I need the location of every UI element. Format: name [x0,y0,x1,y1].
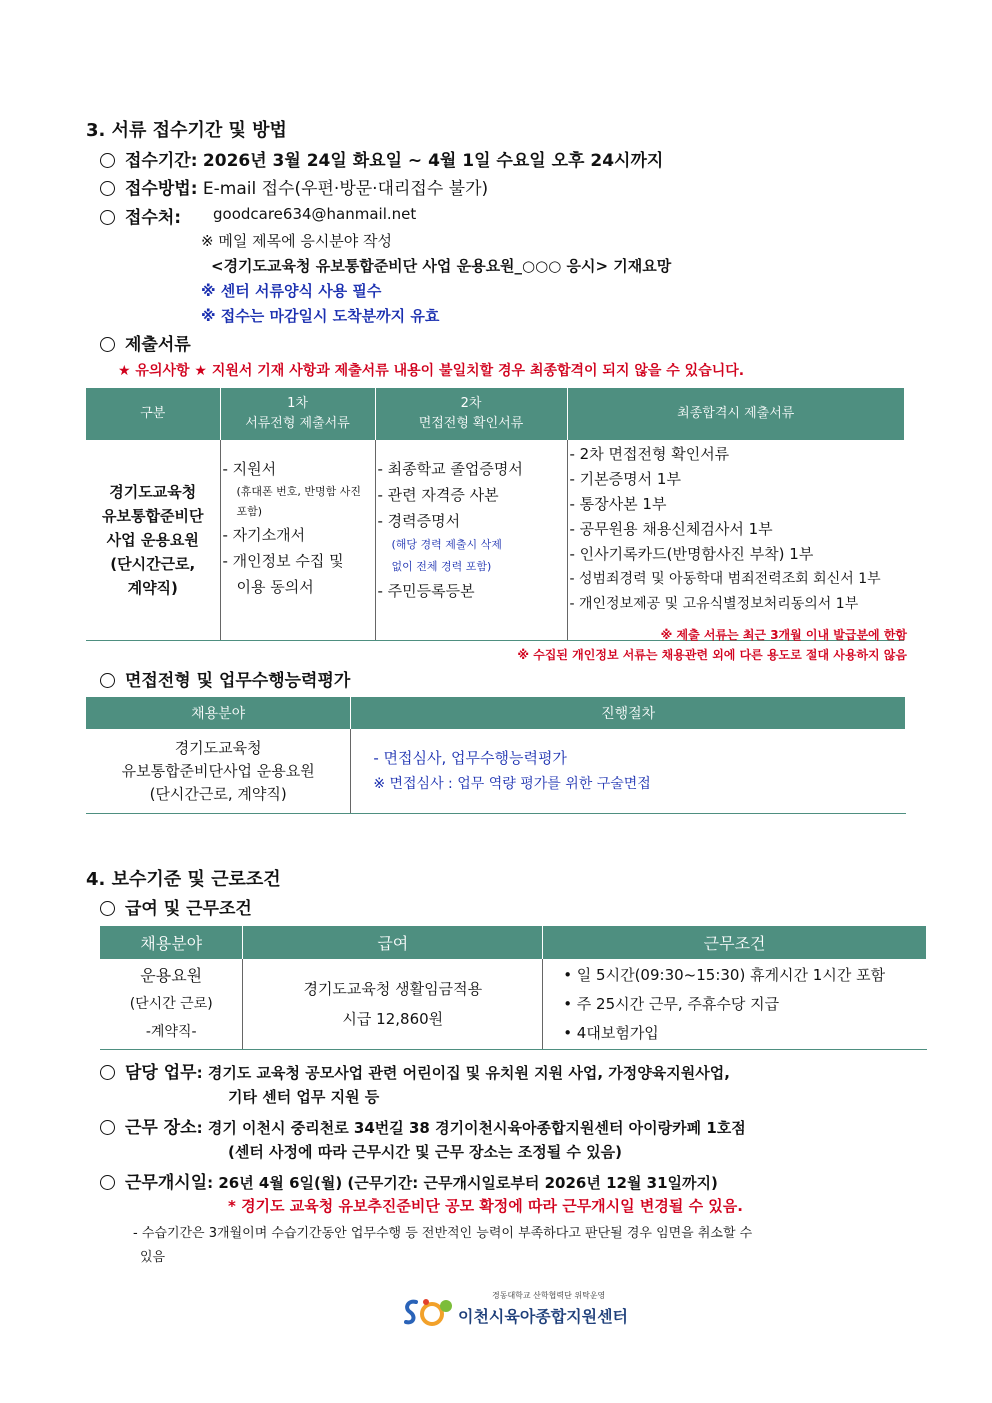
receiver-email: goodcare634@hanmail.net [213,205,417,223]
interview-table [86,697,906,814]
circle-bullet-icon [100,1120,115,1135]
table-cell-conditions: • 일 5시간(09:30~15:30) 휴게시간 1시간 포함 • 주 25시간 근무, 주휴수당 지급 • 4대보험가입 [543,959,927,1050]
form-note: ※ 센터 서류양식 사용 필수 [201,282,382,300]
footnote-recent: ※ 제출 서류는 최근 3개월 이내 발급분에 한함 [660,628,907,642]
circle-bullet-icon [100,153,115,168]
docs-heading: 제출서류 [100,330,191,355]
list-item: - 공무원용 채용신체검사서 1부 [569,520,773,538]
table-header: 근무조건 [543,926,927,959]
method-value: E-mail 접수(우편·방문·대리접수 불가) [202,179,489,199]
probation-note: - 수습기간은 3개월이며 수습기간동안 업무수행 등 전반적인 능력이 부족하다고 판단될 경우 임면을 취소할 수 [133,1226,753,1241]
table-cell-category: 경기도교육청 유보통합준비단사업 운용요원 (단시간근로, 계약직) [86,729,351,814]
mail-note: ※ 메일 제목에 응시분야 작성 [201,232,393,250]
period-label: 접수기간: [125,151,198,171]
table-header: 진행절차 [351,697,906,729]
circle-bullet-icon [100,210,115,225]
pay-table [100,926,927,1050]
table-header: 1차 서류전형 제출서류 [220,388,375,440]
center-logo-icon [402,1292,454,1332]
circle-bullet-icon [100,1065,115,1080]
list-item: - 인사기록카드(반명함사진 부착) 1부 [569,545,814,563]
table-cell-category: 운용요원 (단시간 근로) -계약직- [100,959,243,1050]
duty-continued: 기타 센터 업무 지원 등 [228,1088,380,1106]
list-item: - 성범죄경력 및 아동학대 범죄전력조회 회신서 1부 [569,571,881,587]
circle-bullet-icon [100,901,115,916]
section-3-title: 3. 서류 접수기간 및 방법 [86,120,287,141]
warning-text: ★ 유의사항 ★ 지원서 기재 사항과 제출서류 내용이 불일치할 경우 최종합격이 되지 않을 수 있습니다. [118,363,745,379]
pay-heading: 급여 및 근무조건 [100,894,252,919]
table-cell-final [567,440,904,641]
table-header: 급여 [243,926,543,959]
center-logo [402,1290,632,1334]
circle-bullet-icon [100,181,115,196]
start-note: * 경기도 교육청 유보추진준비단 공모 확정에 따라 근무개시일 변경될 수 있음. [228,1197,743,1215]
circle-bullet-icon [100,1175,115,1190]
receiver-label: 접수처: [125,208,182,228]
footnote-privacy: ※ 수집된 개인정보 서류는 채용관련 외에 다른 용도로 절대 사용하지 않음 [517,648,907,662]
documents-table [86,388,904,641]
table-cell-first-round: - 지원서 (휴대폰 번호, 반명함 사진 포함) - 자기소개서 - 개인정보 수집 및 이용 동의서 [220,440,375,641]
circle-bullet-icon [100,337,115,352]
table-header: 채용분야 [100,926,243,959]
place-note: (센터 사정에 따라 근무시간 및 근무 장소는 조정될 수 있음) [228,1143,622,1161]
interview-heading: 면접전형 및 업무수행능력평가 [100,666,350,691]
table-cell-second-round: - 최종학교 졸업증명서 - 관련 자격증 사본 - 경력증명서 (해당 경력 제출시 삭제 없이 전체 경력 포함) - 주민등록등본 [375,440,567,641]
circle-bullet-icon [100,673,115,688]
table-header: 채용분야 [86,697,351,729]
place-row: 근무 장소: 경기 이천시 중리천로 34번길 38 경기이천시육아종합지원센터 아이랑카페 1호점 [100,1113,746,1138]
table-header: 최종합격시 제출서류 [567,388,904,440]
table-header: 구분 [86,388,220,440]
period-value: 2026년 3월 24일 화요일 ~ 4월 1일 수요일 오후 24시까지 [202,151,664,171]
footer-operator: 경동대학교 산학협력단 위탁운영 [492,1291,606,1300]
receiver-row [100,203,181,228]
period-row [100,146,663,171]
method-row [100,174,488,199]
table-header: 2차 면접전형 확인서류 [375,388,567,440]
start-row: 근무개시일: 26년 4월 6일(월) (근무기간: 근무개시일로부터 2026년 12월 31일까지) [100,1168,718,1193]
mail-title-format: <경기도교육청 유보통합준비단 사업 운용요원_○○○ 응시> 기재요망 [211,257,672,275]
list-item: - 통장사본 1부 [569,495,667,513]
table-cell-pay: 경기도교육청 생활임금적용 시급 12,860원 [243,959,543,1050]
table-cell-procedure: - 면접심사, 업무수행능력평가 ※ 면접심사 : 업무 역량 평가를 위한 구술면접 [351,729,906,814]
footer-center-name: 이천시육아종합지원센터 [458,1307,629,1326]
table-cell-category: 경기도교육청 유보통합준비단 사업 운용요원 (단시간근로, 계약직) [86,440,220,641]
section-4-title: 4. 보수기준 및 근로조건 [86,869,281,890]
probation-note-cont: 있음 [140,1250,166,1265]
list-item: - 개인정보제공 및 고유식별정보처리동의서 1부 [569,596,859,612]
list-item: - 기본증명서 1부 [569,470,681,488]
duty-row: 담당 업무: 경기도 교육청 공모사업 관련 어린이집 및 유치원 지원 사업, 가정양육지원사업, [100,1058,730,1083]
list-item: - 2차 면접전형 확인서류 [569,445,730,463]
method-label: 접수방법: [125,179,198,199]
deadline-note: ※ 접수는 마감일시 도착분까지 유효 [201,307,440,325]
